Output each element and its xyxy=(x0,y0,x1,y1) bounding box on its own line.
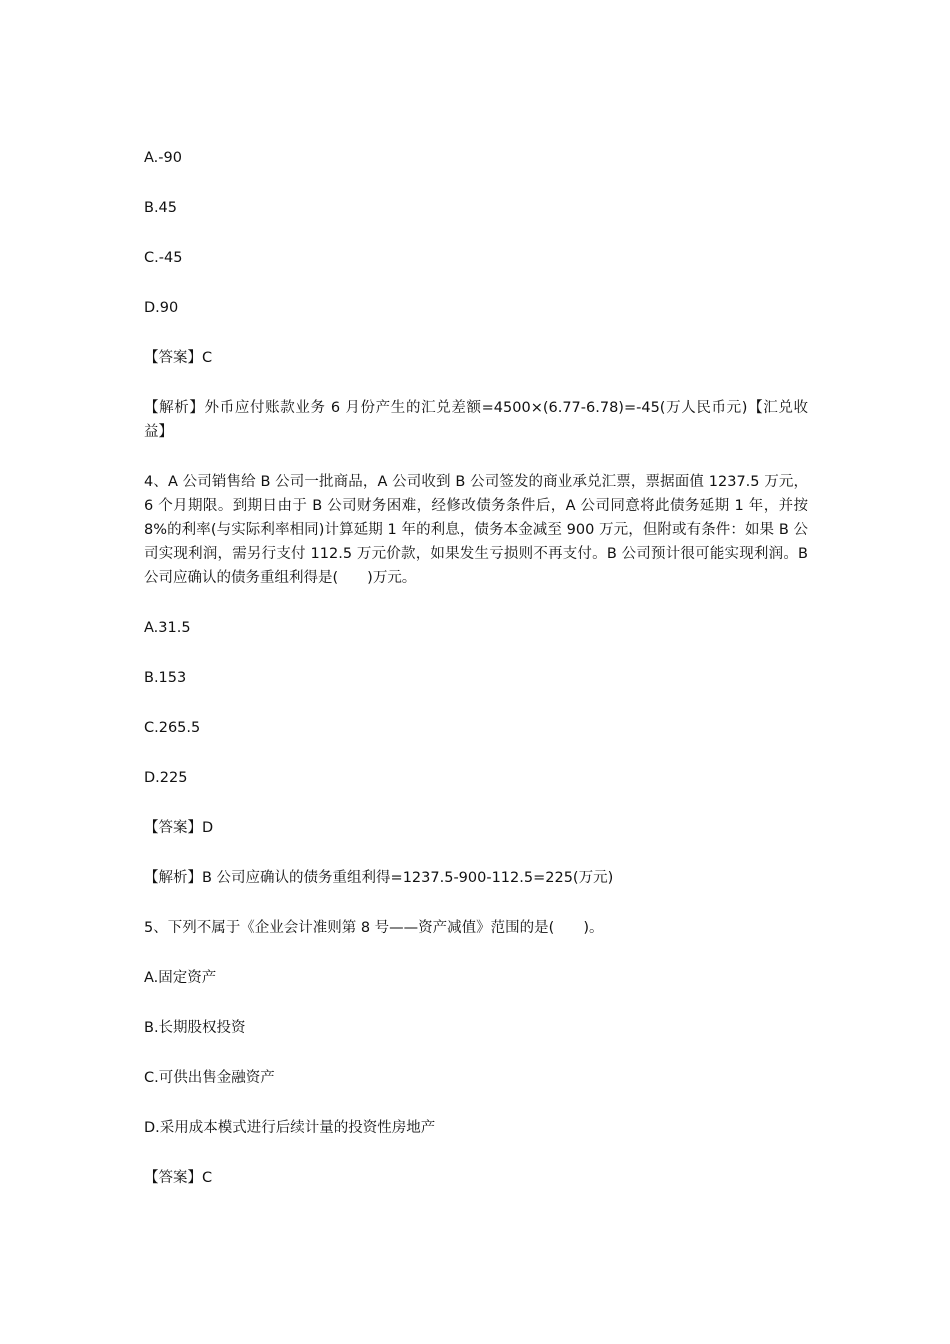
q4-option-c: C.265.5 xyxy=(144,720,201,736)
q5-answer: 【答案】C xyxy=(144,1170,213,1186)
q4-option-d: D.225 xyxy=(144,770,188,786)
q3-option-c: C.-45 xyxy=(144,250,183,266)
q3-analysis: 【解析】外币应付账款业务 6 月份产生的汇兑差额=4500×(6.77-6.78)=-45(万人民币元)【汇兑收益】 xyxy=(144,400,808,440)
q4-option-a: A.31.5 xyxy=(144,620,191,636)
q5-option-d: D.采用成本模式进行后续计量的投资性房地产 xyxy=(144,1120,436,1136)
q4-question: 4、A 公司销售给 B 公司一批商品，A 公司收到 B 公司签发的商业承兑汇票，票据面值 1237.5 万元，6 个月期限。到期日由于 B 公司财务困难，经修改债务条件后，A 公司同意将此债务延期 1 年，并按 8%的利率(与实际利率相同)计算延期 1 年的利息，债务本金减至 900 万元，但附或有条件：如果 B 公司实现利润，需另行支付 112.5 万元价款，如果发生亏损则不再支付。B 公司预计很可能实现利润。B 公司应确认的债务重组利得是( )万元。 xyxy=(144,474,808,586)
q4-option-b: B.153 xyxy=(144,670,187,686)
q3-option-a: A.-90 xyxy=(144,150,182,166)
q3-option-d: D.90 xyxy=(144,300,179,316)
q3-option-b: B.45 xyxy=(144,200,178,216)
q5-option-b: B.长期股权投资 xyxy=(144,1020,246,1036)
q5-question: 5、下列不属于《企业会计准则第 8 号——资产减值》范围的是( )。 xyxy=(144,920,604,936)
q3-answer: 【答案】C xyxy=(144,350,213,366)
q5-option-a: A.固定资产 xyxy=(144,970,217,986)
q5-option-c: C.可供出售金融资产 xyxy=(144,1070,275,1086)
q4-answer: 【答案】D xyxy=(144,820,214,836)
q4-analysis: 【解析】B 公司应确认的债务重组利得=1237.5-900-112.5=225(万元) xyxy=(144,870,614,886)
document-content xyxy=(144,146,808,1216)
